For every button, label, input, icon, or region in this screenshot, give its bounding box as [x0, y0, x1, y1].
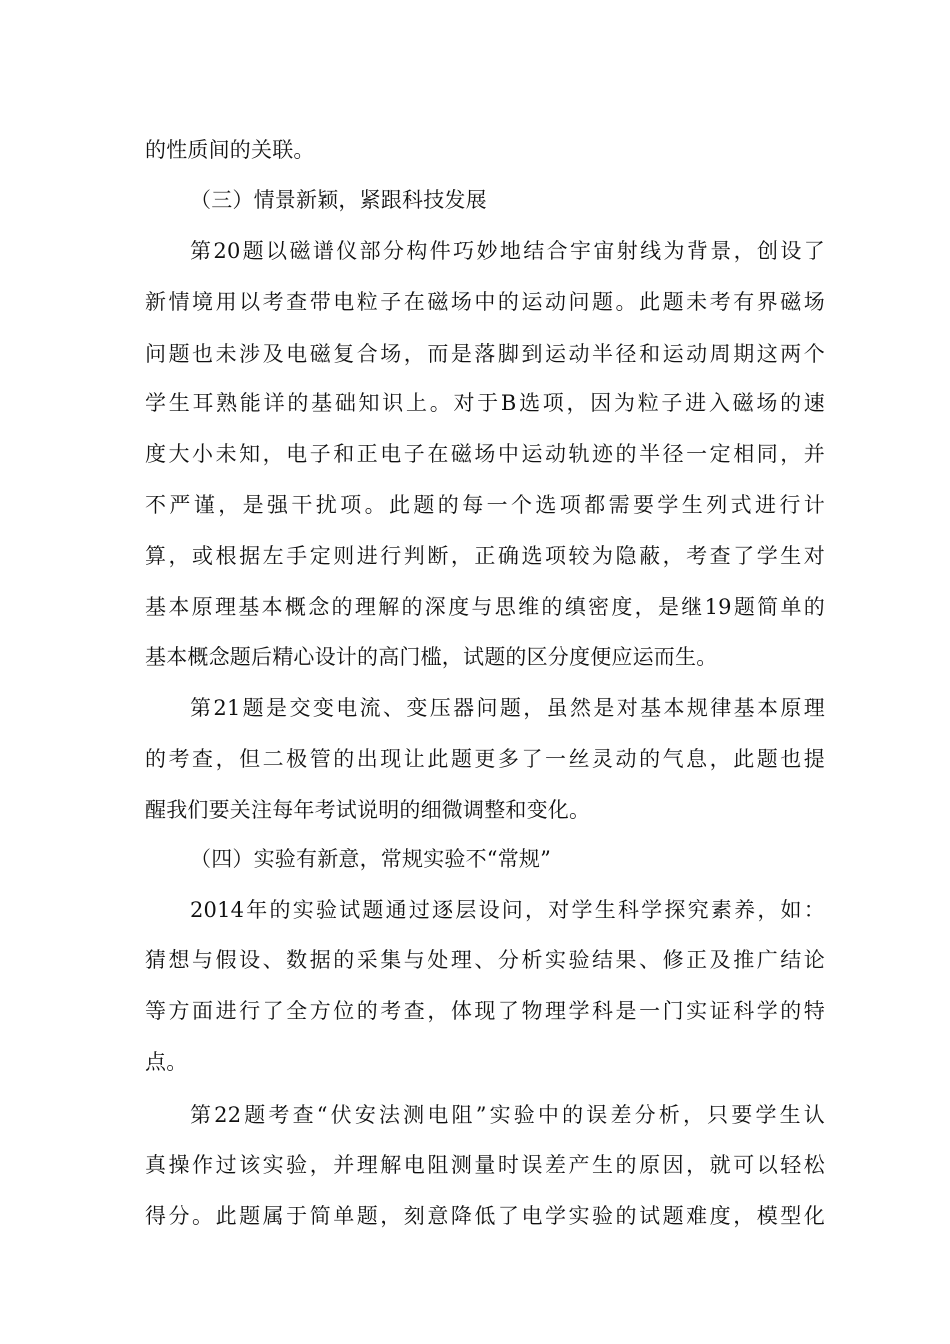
text-line: 第22题考查“伏安法测电阻”实验中的误差分析，只要学生认 — [190, 1103, 825, 1127]
text-line: 2014年的实验试题通过逐层设问，对学生科学探究素养，如： — [190, 898, 825, 922]
text-line: 点。 — [145, 1050, 188, 1074]
section-heading: （四）实验有新意，常规实验不“常规” — [190, 847, 552, 871]
text-line: 基本原理基本概念的理解的深度与思维的缜密度，是继19题简单的 — [145, 595, 825, 619]
text-line: 问题也未涉及电磁复合场，而是落脚到运动半径和运动周期这两个 — [145, 342, 825, 366]
text-line: 新情境用以考查带电粒子在磁场中的运动问题。此题未考有界磁场 — [145, 290, 825, 314]
text-line: 第21题是交变电流、变压器问题，虽然是对基本规律基本原理 — [190, 696, 825, 720]
text-line: 度大小未知，电子和正电子在磁场中运动轨迹的半径一定相同，并 — [145, 442, 825, 466]
text-line: 算，或根据左手定则进行判断，正确选项较为隐蔽，考查了学生对 — [145, 544, 825, 568]
text-line: 的考查，但二极管的出现让此题更多了一丝灵动的气息，此题也提 — [145, 747, 825, 771]
text-line: 的性质间的关联。 — [145, 138, 315, 162]
text-line: 学生耳熟能详的基础知识上。对于B选项，因为粒子进入磁场的速 — [145, 391, 825, 415]
text-line: 真操作过该实验，并理解电阻测量时误差产生的原因，就可以轻松 — [145, 1153, 825, 1177]
text-line: 醒我们要关注每年考试说明的细微调整和变化。 — [145, 798, 591, 822]
text-line: 等方面进行了全方位的考查，体现了物理学科是一门实证科学的特 — [145, 999, 825, 1023]
text-line: 猜想与假设、数据的采集与处理、分析实验结果、修正及推广结论 — [145, 948, 825, 972]
text-line: 不严谨，是强干扰项。此题的每一个选项都需要学生列式进行计 — [145, 493, 825, 517]
text-line: 第20题以磁谱仪部分构件巧妙地结合宇宙射线为背景，创设了 — [190, 239, 825, 263]
text-line: 基本概念题后精心设计的高门槛，试题的区分度便应运而生。 — [145, 645, 718, 669]
section-heading: （三）情景新颖，紧跟科技发展 — [190, 188, 487, 212]
text-line: 得分。此题属于简单题，刻意降低了电学实验的试题难度，模型化 — [145, 1204, 825, 1228]
